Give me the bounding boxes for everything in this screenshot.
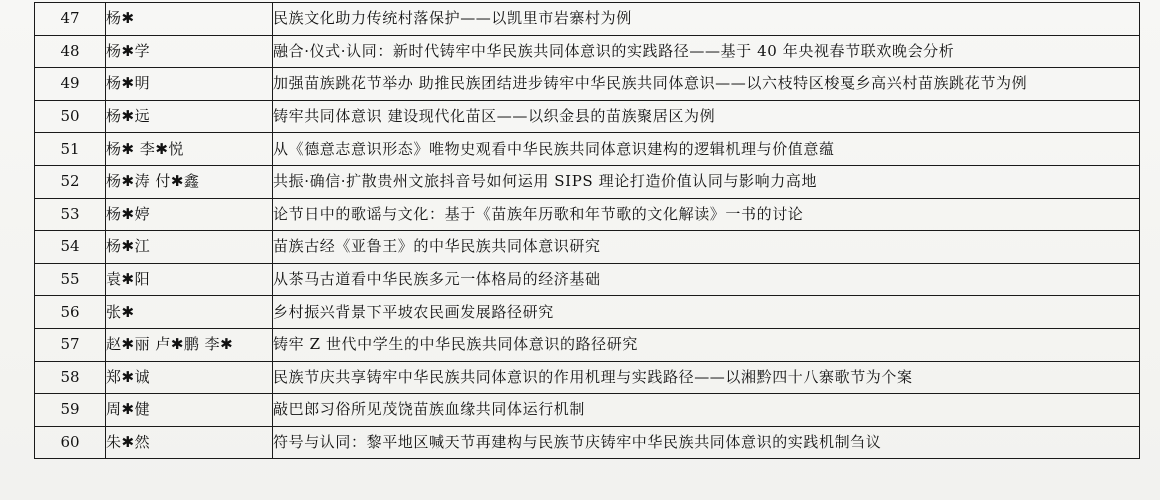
author-cell: 郑✱诚 — [106, 361, 273, 394]
paper-title-cell: 从《德意志意识形态》唯物史观看中华民族共同体意识建构的逻辑机理与价值意蕴 — [273, 133, 1140, 166]
row-number: 56 — [35, 296, 106, 329]
table-row — [35, 263, 1140, 296]
author-cell: 杨✱远 — [106, 100, 273, 133]
row-number: 48 — [35, 35, 106, 68]
paper-title-cell: 共振·确信·扩散贵州文旅抖音号如何运用 SIPS 理论打造价值认同与影响力高地 — [273, 165, 1140, 198]
row-number: 51 — [35, 133, 106, 166]
paper-list-table — [34, 2, 1140, 459]
row-number: 52 — [35, 165, 106, 198]
author-cell: 杨✱学 — [106, 35, 273, 68]
row-number: 58 — [35, 361, 106, 394]
author-cell: 张✱ — [106, 296, 273, 329]
paper-title-cell: 乡村振兴背景下平坡农民画发展路径研究 — [273, 296, 1140, 329]
paper-title-cell: 民族文化助力传统村落保护——以凯里市岩寨村为例 — [273, 3, 1140, 36]
author-cell: 赵✱丽 卢✱鹏 李✱ — [106, 328, 273, 361]
table-row — [35, 296, 1140, 329]
table-row — [35, 361, 1140, 394]
table-row — [35, 100, 1140, 133]
row-number: 49 — [35, 68, 106, 101]
table-row — [35, 394, 1140, 427]
table-row — [35, 133, 1140, 166]
row-number: 59 — [35, 394, 106, 427]
paper-title-cell: 苗族古经《亚鲁王》的中华民族共同体意识研究 — [273, 231, 1140, 264]
author-cell: 朱✱然 — [106, 426, 273, 459]
table-row — [35, 35, 1140, 68]
author-cell: 杨✱婷 — [106, 198, 273, 231]
table-row — [35, 165, 1140, 198]
row-number: 60 — [35, 426, 106, 459]
paper-title-cell: 从茶马古道看中华民族多元一体格局的经济基础 — [273, 263, 1140, 296]
table-row — [35, 426, 1140, 459]
paper-title-cell: 民族节庆共享铸牢中华民族共同体意识的作用机理与实践路径——以湘黔四十八寨歌节为个案 — [273, 361, 1140, 394]
author-cell: 杨✱江 — [106, 231, 273, 264]
paper-title-cell: 加强苗族跳花节举办 助推民族团结进步铸牢中华民族共同体意识——以六枝特区梭戛乡高兴村苗族跳花节为例 — [273, 68, 1140, 101]
row-number: 47 — [35, 3, 106, 36]
row-number: 55 — [35, 263, 106, 296]
paper-title-cell: 敲巴郎习俗所见茂饶苗族血缘共同体运行机制 — [273, 394, 1140, 427]
author-cell: 周✱健 — [106, 394, 273, 427]
table-row — [35, 3, 1140, 36]
author-cell: 杨✱明 — [106, 68, 273, 101]
row-number: 50 — [35, 100, 106, 133]
author-cell: 杨✱ 李✱悦 — [106, 133, 273, 166]
row-number: 57 — [35, 328, 106, 361]
paper-title-cell: 论节日中的歌谣与文化：基于《苗族年历歌和年节歌的文化解读》一书的讨论 — [273, 198, 1140, 231]
table-row — [35, 198, 1140, 231]
author-cell: 杨✱ — [106, 3, 273, 36]
paper-title-cell: 融合·仪式·认同：新时代铸牢中华民族共同体意识的实践路径——基于 40 年央视春节联欢晚会分析 — [273, 35, 1140, 68]
row-number: 54 — [35, 231, 106, 264]
author-cell: 杨✱涛 付✱鑫 — [106, 165, 273, 198]
paper-title-cell: 符号与认同：黎平地区喊天节再建构与民族节庆铸牢中华民族共同体意识的实践机制刍议 — [273, 426, 1140, 459]
table-row — [35, 231, 1140, 264]
row-number: 53 — [35, 198, 106, 231]
paper-title-cell: 铸牢共同体意识 建设现代化苗区——以织金县的苗族聚居区为例 — [273, 100, 1140, 133]
author-cell: 袁✱阳 — [106, 263, 273, 296]
table-row — [35, 328, 1140, 361]
table-body — [35, 3, 1140, 459]
table-row — [35, 68, 1140, 101]
paper-title-cell: 铸牢 Z 世代中学生的中华民族共同体意识的路径研究 — [273, 328, 1140, 361]
